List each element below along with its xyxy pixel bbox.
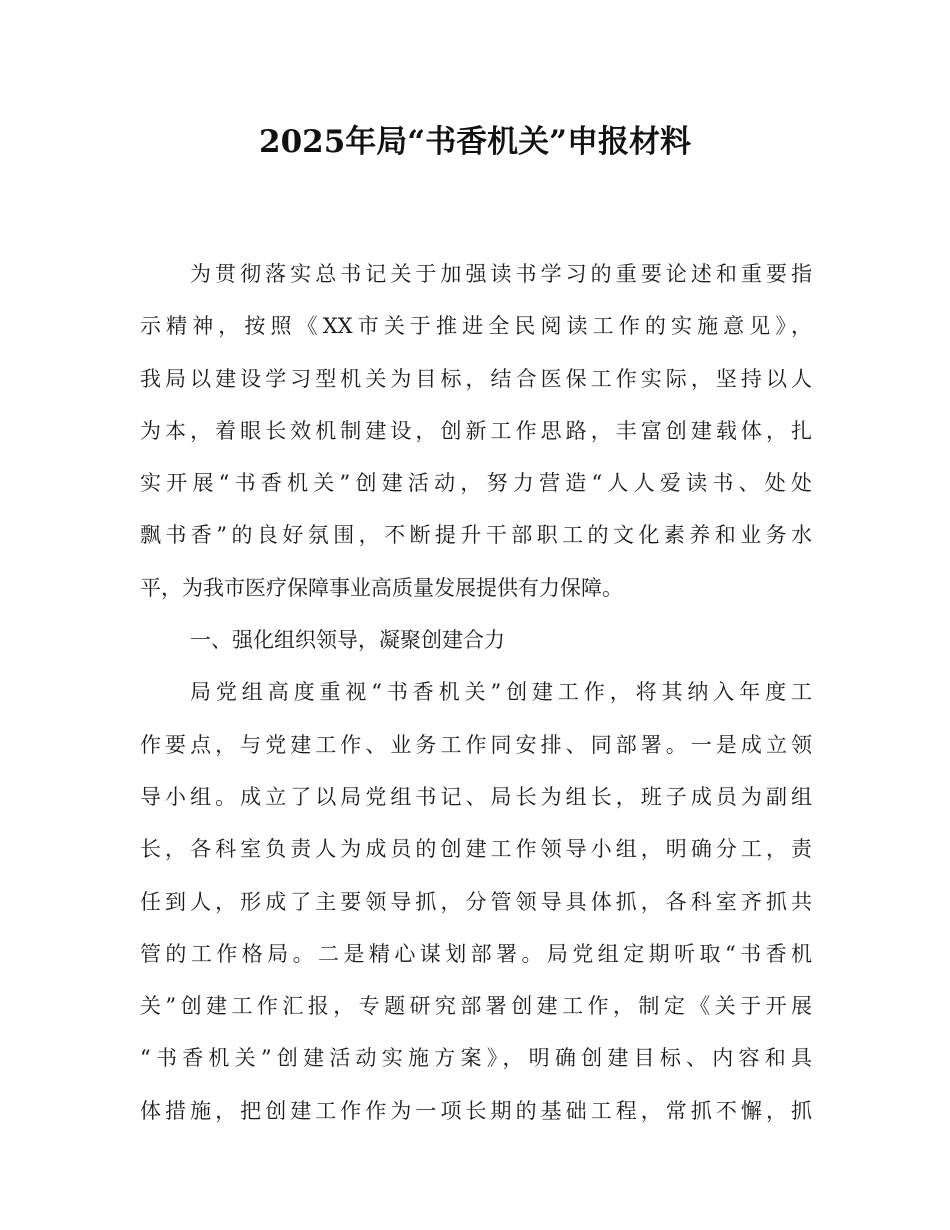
paragraph-1-line-2: 示精神，按照《XX市关于推进全民阅读工作的实施意见》， <box>140 314 812 339</box>
paragraph-2-line-3: 导小组。成立了以局党组书记、局长为组长，班子成员为副组 <box>140 784 812 809</box>
paragraph-1-line-5: 实开展“书香机关”创建活动，努力营造“人人爱读书、处处 <box>140 471 812 496</box>
paragraph-1-line-1: 为贯彻落实总书记关于加强读书学习的重要论述和重要指 <box>190 262 812 286</box>
paragraph-2-line-4: 长，各科室负责人为成员的创建工作领导小组，明确分工，责 <box>140 837 812 862</box>
section-heading-1: 一、强化组织领导，凝聚创建合力 <box>190 628 505 653</box>
paragraph-1-line-7: 平，为我市医疗保障事业高质量发展提供有力保障。 <box>140 575 623 600</box>
paragraph-1-line-4: 为本，着眼长效机制建设，创新工作思路，丰富创建载体，扎 <box>140 418 812 443</box>
paragraph-2-line-2: 作要点，与党建工作、业务工作同安排、同部署。一是成立领 <box>140 732 812 757</box>
paragraph-1-line-6: 飘书香”的良好氛围，不断提升干部职工的文化素养和业务水 <box>140 523 812 548</box>
document-title: 2025年局“书香机关”申报材料 <box>259 124 691 160</box>
paragraph-2-line-1: 局党组高度重视“书香机关”创建工作，将其纳入年度工 <box>190 680 812 705</box>
paragraph-2-line-8: “书香机关”创建活动实施方案》，明确创建目标、内容和具 <box>140 1046 812 1071</box>
paragraph-2-line-5: 任到人，形成了主要领导抓，分管领导具体抓，各科室齐抓共 <box>140 889 812 914</box>
document-body <box>140 248 812 1137</box>
paragraph-1-line-3: 我局以建设学习型机关为目标，结合医保工作实际，坚持以人 <box>140 366 812 391</box>
paragraph-2-line-6: 管的工作格局。二是精心谋划部署。局党组定期听取“书香机 <box>140 941 812 966</box>
paragraph-2-line-7: 关”创建工作汇报，专题研究部署创建工作，制定《关于开展 <box>140 994 812 1019</box>
paragraph-2-line-9: 体措施，把创建工作作为一项长期的基础工程，常抓不懈，抓 <box>140 1098 812 1123</box>
